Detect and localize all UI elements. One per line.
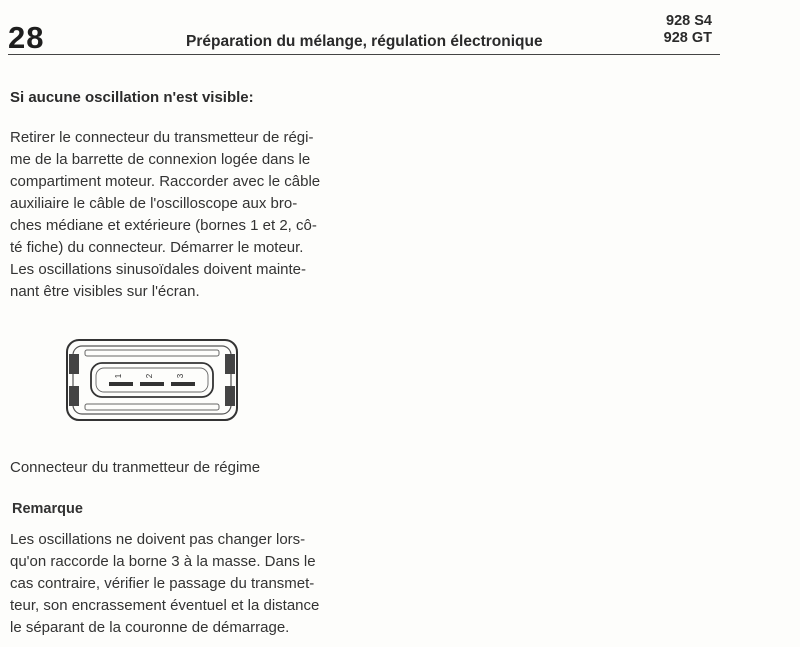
paragraph-line: le séparant de la couronne de démarrage. bbox=[10, 619, 290, 636]
pin-label-3: 3 bbox=[176, 373, 185, 379]
paragraph-line: me de la barrette de connexion logée dans le bbox=[10, 151, 311, 168]
remark-heading: Remarque bbox=[12, 501, 83, 517]
paragraph-line: qu'on raccorde la borne 3 à la masse. Dans le bbox=[10, 553, 316, 570]
pin-3 bbox=[171, 382, 195, 386]
paragraph-line: Les oscillations sinusoïdales doivent mainte- bbox=[10, 261, 306, 278]
paragraph-line: Retirer le connecteur du transmetteur de régi- bbox=[10, 129, 314, 146]
paragraph-line: cas contraire, vérifier le passage du transmet- bbox=[10, 575, 315, 592]
connector-left-bottom-block bbox=[69, 386, 79, 406]
paragraph-line: té fiche) du connecteur. Démarrer le moteur. bbox=[10, 239, 304, 256]
pin-1 bbox=[109, 382, 133, 386]
section-heading: Si aucune oscillation n'est visible: bbox=[10, 89, 254, 106]
connector-right-top-block bbox=[225, 354, 235, 374]
pin-label-1: 1 bbox=[114, 373, 123, 379]
paragraph-line: compartiment moteur. Raccorder avec le câble bbox=[10, 173, 321, 190]
connector-left-top-block bbox=[69, 354, 79, 374]
model-designations bbox=[664, 13, 712, 47]
header-rule bbox=[8, 54, 720, 55]
connector-bottom-rib bbox=[85, 404, 219, 410]
connector-illustration bbox=[65, 338, 239, 422]
figure-caption: Connecteur du tranmetteur de régime bbox=[10, 459, 261, 476]
pin-label-2: 2 bbox=[145, 373, 154, 379]
paragraph-line: Les oscillations ne doivent pas changer lors- bbox=[10, 531, 306, 548]
paragraph-line: nant être visibles sur l'écran. bbox=[10, 283, 200, 300]
connector-top-rib bbox=[85, 350, 219, 356]
paragraph-line: ches médiane et extérieure (bornes 1 et 2, cô- bbox=[10, 217, 317, 234]
connector-housing-outer bbox=[67, 340, 237, 420]
page-number: 28 bbox=[8, 20, 45, 55]
running-title: Préparation du mélange, régulation électronique bbox=[186, 33, 543, 50]
paragraph-line: teur, son encrassement éventuel et la distance bbox=[10, 597, 320, 614]
connector-right-bottom-block bbox=[225, 386, 235, 406]
instructions-paragraph bbox=[10, 127, 350, 303]
paragraph-line: auxiliaire le câble de l'oscilloscope aux bro- bbox=[10, 195, 298, 212]
model-line-s4: 928 S4 bbox=[666, 13, 712, 29]
pin-2 bbox=[140, 382, 164, 386]
remark-paragraph bbox=[10, 529, 350, 639]
connector-pin-socket-inner bbox=[96, 368, 208, 392]
model-line-gt: 928 GT bbox=[663, 30, 712, 46]
